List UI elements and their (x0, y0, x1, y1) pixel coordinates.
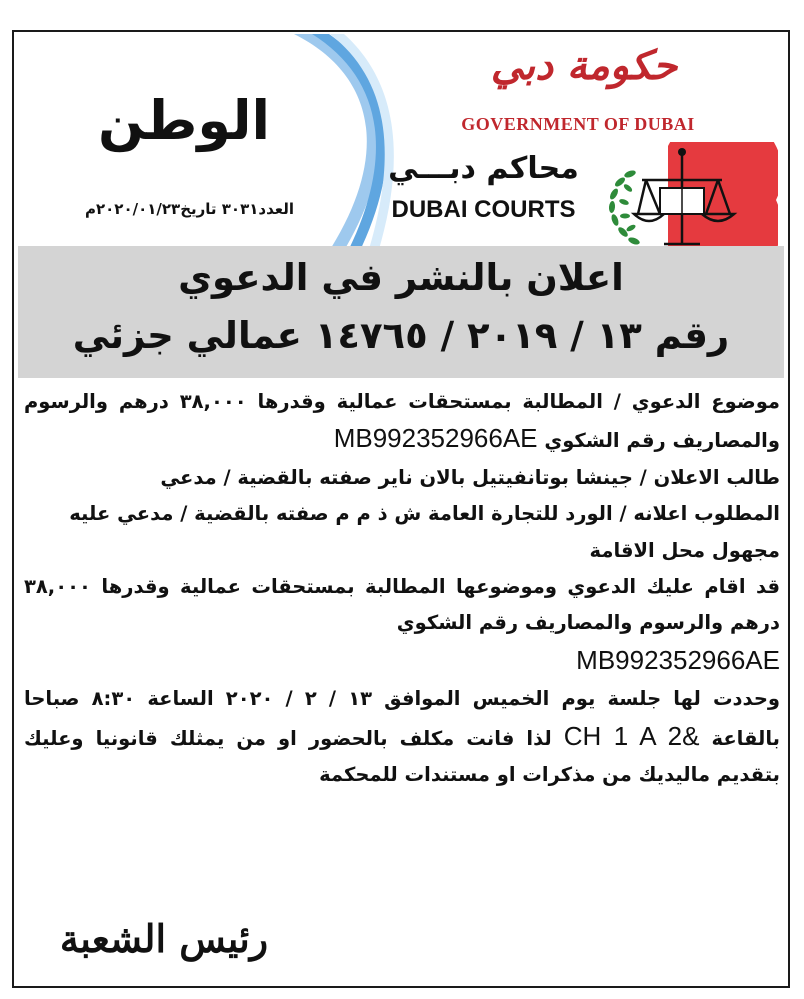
newspaper-logo: الوطن (97, 89, 271, 152)
courts-arabic-label: محاكم دبـــي (388, 151, 579, 186)
complaint-code: MB992352966AE (333, 423, 538, 454)
paragraph-defendant: المطلوب اعلانه / الورد للتجارة العامة ش ذ م م صفته بالقضية / مدعي عليه (69, 502, 780, 526)
government-arabic-logo: حكومة دبي (490, 42, 678, 89)
announcement-body (24, 384, 780, 793)
paragraph-session: وحددت لها جلسة يوم الخميس الموافق ١٣ / ٢ / ٢٠٢٠ الساعة ٨:٣٠ صباحا بالقاعة CH 1 A 2& لذا فانت مكلف بالحضور او من يمثلك قانونيا وعليك بتقديم ماليديك من مذكرات او مستندات للمحكمة (24, 687, 781, 787)
courts-english-label: DUBAI COURTS (391, 196, 576, 223)
government-english-label: GOVERNMENT OF DUBAI (461, 114, 695, 134)
paragraph-claim: قد اقام عليك الدعوي وموضوعها المطالبة بمستحقات عمالية وقدرها ٣٨,٠٠٠ درهم والرسوم والمصاريف رقم الشكوي (24, 575, 780, 635)
complaint-code-2: MB992352966AE (576, 644, 780, 675)
paragraph-unknown-address: مجهول محل الاقامة (589, 538, 780, 562)
scales-of-justice-icon (598, 142, 778, 254)
paragraph-claim-code (24, 642, 780, 681)
header (14, 32, 788, 254)
swoosh-decoration (284, 34, 394, 259)
case-number: رقم ١٣ / ٢٠١٩ / ١٤٧٦٥ عمالي جزئي (72, 314, 730, 357)
title-band (18, 246, 784, 378)
signature-title: رئيس الشعبة (59, 916, 269, 961)
advertisement-page (12, 30, 790, 988)
paragraph-claimant: طالب الاعلان / جينشا بوتانفيتيل بالان ناير صفته بالقضية / مدعي (160, 465, 780, 489)
hall-code: CH 1 A 2& (563, 720, 700, 751)
issue-date-line: العدد٣٠٣١ تاريخ٢٠٢٠/٠١/٢٣م (84, 200, 294, 218)
announcement-title: اعلان بالنشر في الدعوي (178, 256, 624, 299)
paragraph-subject: موضوع الدعوي / المطالبة بمستحقات عمالية وقدرها ٣٨,٠٠٠ درهم والرسوم والمصاريف رقم الشكوي MB992352966AE (24, 390, 780, 454)
